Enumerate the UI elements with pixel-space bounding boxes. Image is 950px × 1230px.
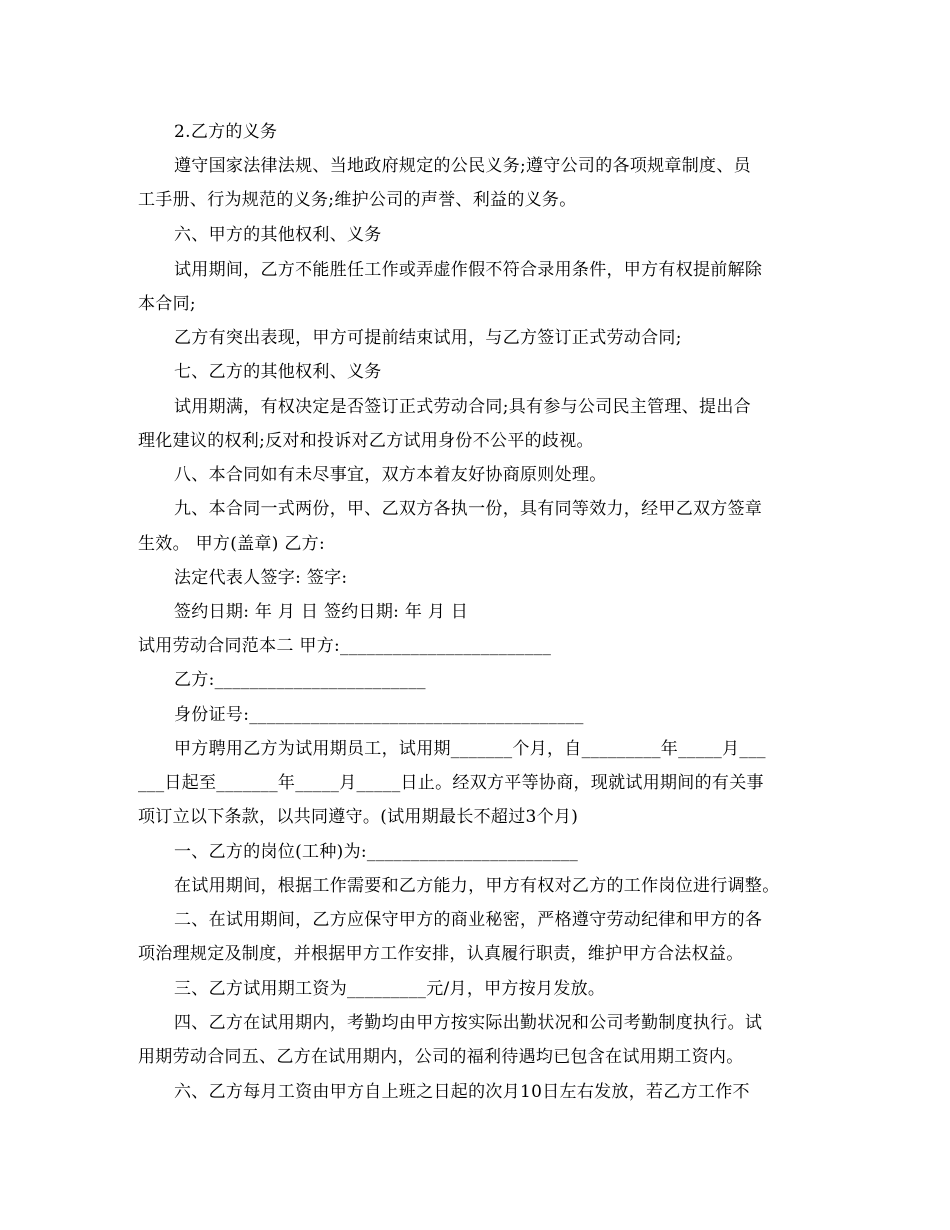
text-line: 本合同; <box>138 294 196 314</box>
text-line: 六、乙方每月工资由甲方自上班之日起的次月10日左右发放，若乙方工作不 <box>174 1082 750 1102</box>
text-line: 项订立以下条款，以共同遵守。(试用期最长不超过3个月) <box>138 807 579 827</box>
text-line: 二、在试用期间，乙方应保守甲方的商业秘密，严格遵守劳动纪律和甲方的各 <box>174 910 763 930</box>
text-line: 在试用期间，根据工作需要和乙方能力，甲方有权对乙方的工作岗位进行调整。 <box>174 876 780 896</box>
text-line: 理化建议的权利;反对和投诉对乙方试用身份不公平的歧视。 <box>138 431 594 451</box>
text-line: ___日起至_______年_____月_____日止。经双方平等协商，现就试用期间的有关事 <box>138 773 764 793</box>
text-line: 六、甲方的其他权利、义务 <box>174 225 382 245</box>
text-line: 试用期间，乙方不能胜任工作或弄虚作假不符合录用条件，甲方有权提前解除 <box>174 260 763 280</box>
text-line: 甲方聘用乙方为试用期员工，试用期_______个月，自_________年_____月___ <box>174 739 766 759</box>
text-line: 试用期满，有权决定是否签订正式劳动合同;具有参与公司民主管理、提出合 <box>174 397 751 417</box>
text-line: 乙方有突出表现，甲方可提前结束试用，与乙方签订正式劳动合同; <box>174 328 682 348</box>
text-line: 遵守国家法律法规、当地政府规定的公民义务;遵守公司的各项规章制度、员 <box>174 156 751 176</box>
text-line: 三、乙方试用期工资为_________元/月，甲方按月发放。 <box>174 979 606 999</box>
text-line: 签约日期: 年 月 日 签约日期: 年 月 日 <box>174 602 469 622</box>
text-line: 用期劳动合同五、乙方在试用期内，公司的福利待遇均已包含在试用期工资内。 <box>138 1047 744 1067</box>
text-line: 八、本合同如有未尽事宜，双方本着友好协商原则处理。 <box>174 465 607 485</box>
text-line: 2.乙方的义务 <box>174 122 278 142</box>
text-line: 九、本合同一式两份，甲、乙双方各执一份，具有同等效力，经甲乙双方签章 <box>174 499 763 519</box>
text-line: 生效。 甲方(盖章) 乙方: <box>138 534 325 554</box>
text-line: 七、乙方的其他权利、义务 <box>174 362 382 382</box>
text-line: 身份证号:______________________________________ <box>174 705 584 725</box>
text-line: 一、乙方的岗位(工种)为:________________________ <box>174 842 579 862</box>
text-line: 工手册、行为规范的义务;维护公司的声誉、利益的义务。 <box>138 190 577 210</box>
text-line: 四、乙方在试用期内，考勤均由甲方按实际出勤状况和公司考勤制度执行。试 <box>174 1013 763 1033</box>
text-line: 乙方:________________________ <box>174 670 426 690</box>
text-line: 法定代表人签字: 签字: <box>174 568 348 588</box>
text-line: 项治理规定及制度，并根据甲方工作安排，认真履行职责，维护甲方合法权益。 <box>138 944 744 964</box>
text-line: 试用劳动合同范本二 甲方:________________________ <box>138 636 552 656</box>
